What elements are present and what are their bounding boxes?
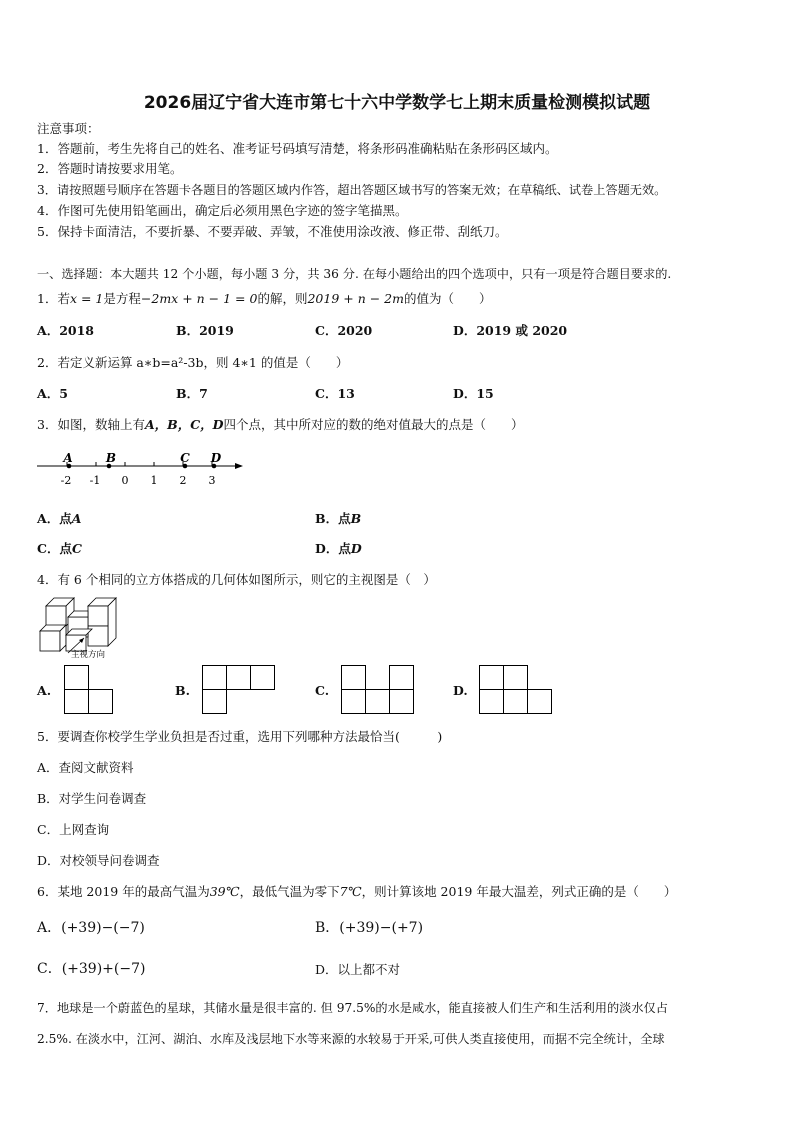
view-direction-label: 主视方向 [71,650,106,660]
notice-item: 2．答题时请按要求用笔。 [37,161,183,176]
q1-prefix: 1．若 [37,291,70,306]
q4-option-b-figure[interactable] [202,665,277,715]
q1-mid: 是方程 [103,291,141,306]
notice-item: 1．答题前，考生先将自己的姓名、准考证号码填写清楚，将条形码准确粘贴在条形码区域内。 [37,141,558,156]
q4-option-c-label[interactable]: C. [315,683,330,698]
page-title: 2026届辽宁省大连市第七十六中学数学七上期末质量检测模拟试题 [143,93,651,113]
q2-option-c[interactable]: C．13 [315,386,355,401]
tick-label: -1 [89,474,101,487]
q5-option-c[interactable]: C．上网查询 [37,822,110,837]
q1-option-c[interactable]: C．2020 [315,323,373,338]
q6-low-temp: 7℃ [339,884,362,899]
q4-option-d-figure[interactable] [479,665,554,715]
q1-option-a[interactable]: A．2018 [37,323,94,338]
cube-group-front [40,625,92,651]
q6-high-temp: 39℃ [209,884,240,899]
q1-equation: −2mx + n − 1 = 0 [140,291,258,306]
q1-option-b[interactable]: B．2019 [176,323,234,338]
tick-label: 1 [150,474,158,487]
question-6: 6．某地 2019 年的最高气温为39℃，最低气温为零下7℃，则计算该地 2019 年最大温差，列式正确的是（ ） [37,884,677,899]
q3-prefix: 3．如图，数轴上有 [37,417,145,432]
notice-item: 4．作图可先使用铅笔画出，确定后必须用黑色字迹的签字笔描黑。 [37,203,408,218]
q4-option-a-label[interactable]: A. [37,683,52,698]
question-3 [37,417,524,433]
point-label-b: B [105,451,117,465]
q3-option-d[interactable]: D．点D [315,541,362,556]
q3-points: A，B，C，D [144,417,224,432]
question-4: 4．有 6 个相同的立方体搭成的几何体如图所示，则它的主视图是（ ） [37,572,436,587]
q2-option-b[interactable]: B．7 [176,386,208,401]
tick-label: 3 [208,474,216,487]
q3-option-c[interactable]: C．点C [37,541,82,556]
q6-option-c[interactable]: C．(+39)+(−7) [37,961,146,977]
point-label-a: A [63,451,73,465]
q6-option-a[interactable]: A．(+39)−(−7) [37,920,145,936]
notice-item: 3．请按照题号顺序在答题卡各题目的答题区域内作答，超出答题区域书写的答案无效；在草稿纸、试卷上答题无效。 [37,183,667,197]
question-1 [37,291,492,307]
tick-marks [67,462,212,466]
q2-option-d[interactable]: D．15 [453,386,494,401]
cube-stack-figure [38,597,128,661]
arrow-head-icon [235,463,243,469]
notice-item: 5．保持卡面清洁，不要折暴、不要弄破、弄皱，不准使用涂改液、修正带、刮纸刀。 [37,224,508,239]
q3-option-a[interactable]: A．点A [37,511,82,526]
q2-option-a[interactable]: A．5 [37,386,68,401]
point-label-d: D [210,451,222,465]
question-2: 2．若定义新运算 a∗b=a²-3b，则 4∗1 的值是（ ） [37,355,349,370]
q3-post: 四个点，其中所对应的数的绝对值最大的点是（ ） [223,417,524,432]
section-heading: 一、选择题：本大题共 12 个小题，每小题 3 分，共 36 分. 在每小题给出的四个选项中，只有一项是符合题目要求的. [37,267,672,281]
question-5: 5．要调查你校学生学业负担是否过重，选用下列哪种方法最恰当( ) [37,729,443,744]
q5-option-d[interactable]: D．对校领导问卷调查 [37,853,160,868]
q1-option-d[interactable]: D．2019 或 2020 [453,323,568,338]
q1-post: 的值为（ ） [403,291,492,306]
tick-label: 2 [179,474,187,487]
question-7-line-1: 7．地球是一个蔚蓝色的星球，其储水量是很丰富的. 但 97.5%的水是咸水，能直接被人们生产和生活利用的淡水仅占 [37,1001,668,1015]
q1-mid2: 的解，则 [257,291,308,306]
q4-option-a-figure[interactable] [64,665,114,715]
question-7-line-2: 2.5%. 在淡水中，江河、湖泊、水库及浅层地下水等来源的水较易于开采,可供人类直接使用，而据不完全统计，全球 [37,1032,665,1046]
q1-condition: x = 1 [69,291,104,306]
q5-option-b[interactable]: B．对学生问卷调查 [37,791,147,806]
point-label-c: C [180,451,190,465]
q5-option-a[interactable]: A．查阅文献资料 [37,760,134,775]
q6-option-d[interactable]: D．以上都不对 [315,962,401,977]
q4-option-d-label[interactable]: D. [453,683,468,698]
notice-heading: 注意事项： [37,121,100,136]
q3-option-b[interactable]: B．点B [315,511,362,526]
tick-label: 0 [121,474,129,487]
number-line-figure [37,450,247,490]
q6-option-b[interactable]: B．(+39)−(+7) [315,920,424,936]
q4-option-c-figure[interactable] [341,665,416,715]
q4-option-b-label[interactable]: B. [175,683,190,698]
q1-expression: 2019 + n − 2m [307,291,404,306]
tick-label: -2 [60,474,72,487]
